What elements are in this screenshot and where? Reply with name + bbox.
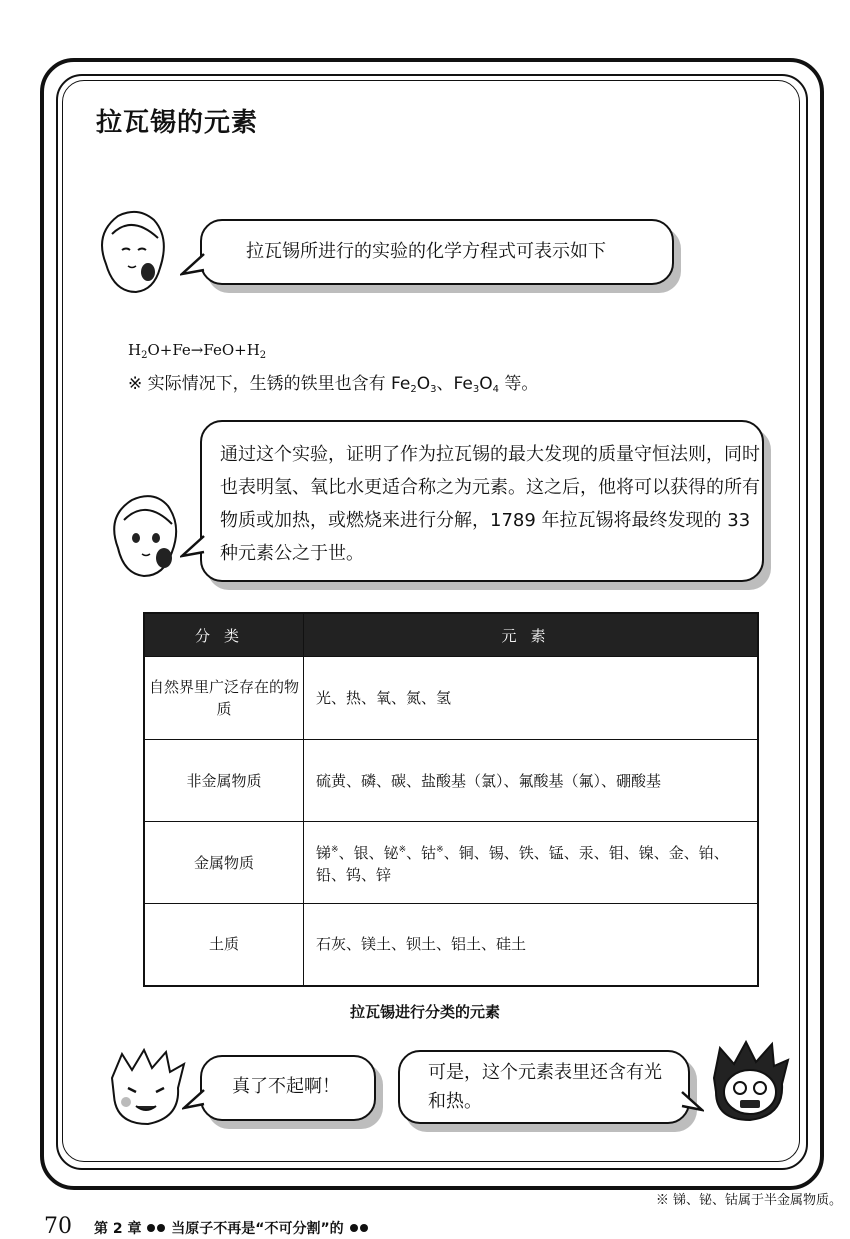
girl-character-avatar	[92, 204, 174, 296]
rust-note: ※ 实际情况下，生锈的铁里也含有 $Fe_2O_3$、$Fe_3O_4$ 等。	[128, 374, 539, 395]
row-elements: 石灰、镁土、钡土、铝土、硅土	[304, 904, 759, 986]
table-row	[144, 657, 758, 740]
row-category: 金属物质	[144, 822, 304, 904]
speech-text-2: 通过这个实验，证明了作为拉瓦锡的最大发现的质量守恒法则，同时也表明氢、氧比水更适合称之为元素。这之后，他将可以获得的所有物质或加热，或燃烧来进行分解，1789 年拉瓦锡将最终发现的 33 种元素公之于世。	[220, 444, 760, 564]
boy-character-avatar-2	[704, 1038, 792, 1126]
speech-text-4: 可是，这个元素表里还含有光和热。	[428, 1062, 662, 1112]
speech-text-3: 真了不起啊！	[232, 1076, 340, 1097]
element-classification-table	[143, 612, 759, 987]
row-category: 自然界里广泛存在的物质	[144, 657, 304, 740]
section-title: 拉瓦锡的元素	[96, 108, 259, 138]
speech-bubble-3	[200, 1055, 376, 1121]
table-row	[144, 904, 758, 986]
table-caption: 拉瓦锡进行分类的元素	[349, 1003, 500, 1021]
table-row	[144, 822, 758, 904]
row-elements: 硫黄、磷、碳、盐酸基（氯）、氟酸基（氟）、硼酸基	[304, 740, 759, 822]
speech-bubble-2	[200, 420, 764, 582]
speech-bubble-4	[398, 1050, 690, 1124]
chemical-equation: $H_2O+Fe\to FeO+H_2$	[128, 341, 267, 361]
row-category: 土质	[144, 904, 304, 986]
girl-character-avatar-2	[102, 486, 188, 582]
header-elements: 元素	[304, 613, 759, 657]
table-header-row	[144, 613, 758, 657]
table-row	[144, 740, 758, 822]
footnote: ※ 锑、铋、钴属于半金属物质。	[655, 1193, 842, 1208]
boy-character-avatar	[104, 1048, 188, 1128]
header-category: 分类	[144, 613, 304, 657]
row-category: 非金属物质	[144, 740, 304, 822]
bubble-tail-2	[180, 534, 206, 560]
page-number: 70	[44, 1214, 72, 1239]
bubble-tail-1	[180, 252, 206, 278]
row-elements: 光、热、氧、氮、氢	[304, 657, 759, 740]
speech-text-1: 拉瓦锡所进行的实验的化学方程式可表示如下	[246, 241, 606, 262]
speech-bubble-1	[200, 219, 674, 285]
chapter-running-head: 第 2 章 当原子不再是“不可分割”的	[94, 1218, 369, 1238]
bubble-tail-3	[182, 1088, 206, 1112]
row-elements: 锑※、银、铋※、钴※、铜、锡、铁、锰、汞、钼、镍、金、铂、铅、钨、锌	[304, 822, 759, 904]
bubble-tail-4	[680, 1090, 704, 1114]
